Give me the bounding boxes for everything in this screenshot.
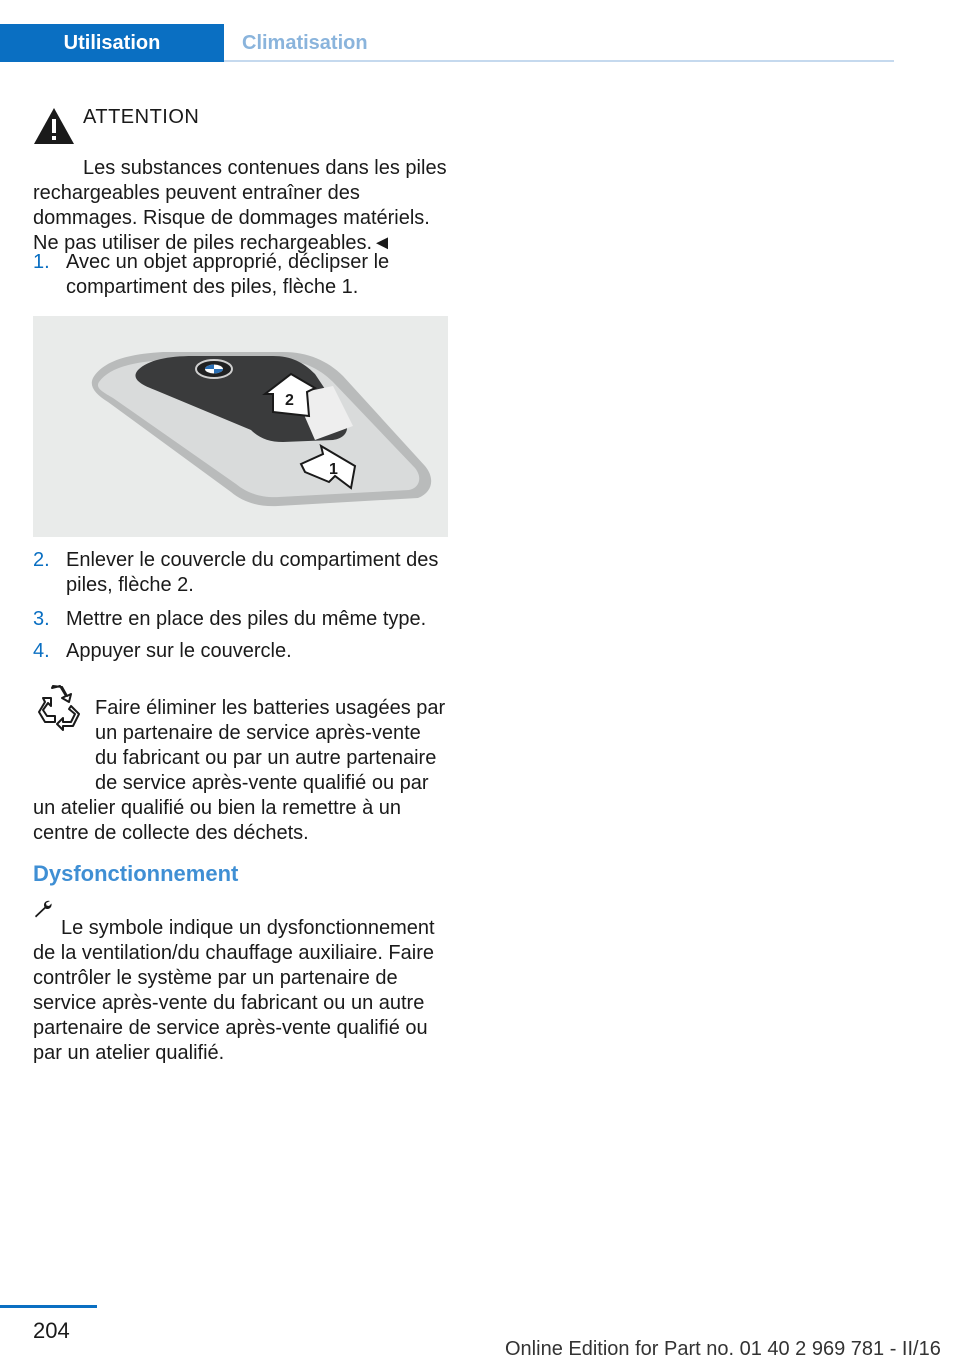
tab-climatisation-label: Climatisation [242,31,368,54]
footer-divider [0,1305,97,1308]
warning-triangle-icon [33,106,75,146]
step-text: Enlever le couvercle du compartiment des piles, flèche 2. [66,549,439,596]
step-2 [33,548,448,598]
recycle-text [33,696,448,846]
step-text: Avec un objet approprié, déclipser le compartiment des piles, flèche 1. [66,251,390,298]
warning-heading: ATTENTION [83,106,200,128]
key-battery-figure [33,316,448,537]
warning-body: Les substances contenues dans les piles rechargeables peuvent entraîner des dommages. Risque de dommages matériels. Ne pas utiliser de piles rechargeables.◄ [33,157,447,254]
step-3 [33,607,448,632]
tab-utilisation[interactable] [0,24,224,62]
step-number: 2. [33,549,50,571]
step-number: 4. [33,640,50,662]
recycle-text-content: Faire éliminer les batteries usagées par un partenaire de service après-vente du fabricant ou par un autre partenaire de service après-vente qualifié ou par un atelier qualifié ou bien la remettre à un centre de collecte des déchets. [33,697,446,844]
step-number: 3. [33,608,50,630]
recycle-icon [33,682,85,734]
arrow-2-label: 2 [285,392,294,409]
arrow-1-label: 1 [329,461,338,478]
page-header [0,0,960,62]
edition-text: Online Edition for Part no. 01 40 2 969 781 - II/16 [505,1338,941,1360]
step-text: Appuyer sur le couvercle. [66,640,292,662]
step-text: Mettre en place des piles du même type. [66,608,427,630]
header-divider [224,60,894,62]
fault-text: Le symbole indique un dysfonctionnement de la ventilation/du chauffage auxiliaire. Faire contrôler le système par un partenaire de service après-vente du fabricant ou un autre partenaire de service après-vente qualifié ou par un atelier qualifié. [33,917,435,1064]
tab-climatisation[interactable] [224,24,392,62]
section-title-dysfonctionnement: Dysfonctionnement [33,861,239,886]
key-fob-illustration [33,316,448,537]
page-number: 204 [33,1318,70,1343]
step-number: 1. [33,251,50,273]
step-1 [33,250,448,300]
step-4 [33,639,448,664]
tab-utilisation-label: Utilisation [63,31,161,54]
